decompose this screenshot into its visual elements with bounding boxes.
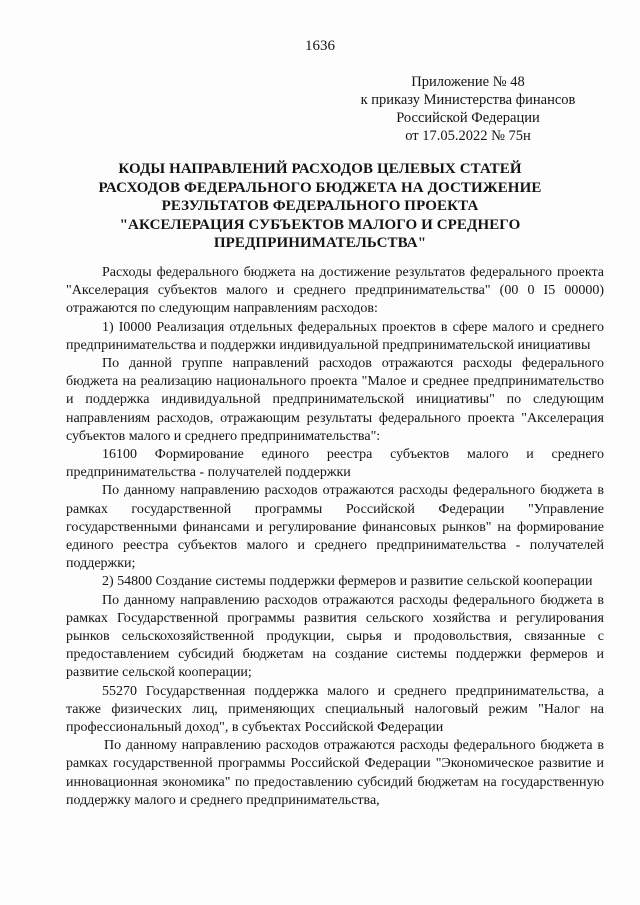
appendix-line: от 17.05.2022 № 75н [405, 128, 531, 144]
document-body [66, 264, 604, 810]
title-line: РАСХОДОВ ФЕДЕРАЛЬНОГО БЮДЖЕТА НА ДОСТИЖЕНИЕ [98, 179, 542, 196]
appendix-line: Приложение № 48 [411, 74, 525, 90]
title-line: "АКСЕЛЕРАЦИЯ СУБЪЕКТОВ МАЛОГО И СРЕДНЕГО [119, 216, 521, 233]
paragraph: По данному направлению расходов отражаются расходы федерального бюджета в рамках государственной программы Российской Федерации "Управление государственными финансами и регулирование финансовых рынков" на формирование единого реестра субъектов малого и среднего предпринимательства - получателей поддержки; [66, 483, 604, 572]
document-title [70, 160, 570, 253]
paragraph: Расходы федерального бюджета на достижение результатов федерального проекта "Акселерация субъектов малого и среднего предпринимательства" (00 0 I5 00000) отражаются по следующим направлениям расходов: [66, 265, 604, 317]
page-number: 1636 [305, 38, 335, 54]
title-line: ПРЕДПРИНИМАТЕЛЬСТВА" [213, 235, 427, 252]
paragraph: 2) 54800 Создание системы поддержки фермеров и развитие сельской кооперации [102, 574, 593, 590]
paragraph: По данной группе направлений расходов отражаются расходы федерального бюджета на реализацию национального проекта "Малое и среднее предпринимательство и поддержка индивидуальной предпринимательской инициативы" по следующим направлениям расходов, отражающим результаты федерального проекта "Акселерация субъектов малого и среднего предпринимательства": [66, 356, 604, 444]
appendix-line: Российской Федерации [396, 110, 540, 126]
paragraph: По данному направлению расходов отражаются расходы федерального бюджета в рамках Государственной программы развития сельского хозяйства и регулирования рынков сельскохозяйственной продукции, сырья и продовольствия, связанные с предоставлением субсидий бюджетам на создание системы поддержки фермеров и развитие сельской кооперации; [66, 592, 604, 681]
paragraph: 1) I0000 Реализация отдельных федеральных проектов в сфере малого и среднего предпринимательства и поддержки индивидуальной предпринимательской инициативы [66, 319, 604, 353]
title-line: КОДЫ НАПРАВЛЕНИЙ РАСХОДОВ ЦЕЛЕВЫХ СТАТЕЙ [118, 161, 522, 177]
paragraph: 55270 Государственная поддержка малого и среднего предпринимательства, а также физических лиц, применяющих специальный налоговый режим "Налог на профессиональный доход", в субъектах Российской Федерации [66, 683, 604, 736]
title-line: РЕЗУЛЬТАТОВ ФЕДЕРАЛЬНОГО ПРОЕКТА [161, 198, 479, 215]
paragraph: 16100 Формирование единого реестра субъектов малого и среднего предпринимательства - получателей поддержки [66, 447, 604, 481]
appendix-block [318, 73, 618, 145]
appendix-line: к приказу Министерства финансов [360, 92, 576, 108]
paragraph: По данному направлению расходов отражаются расходы федерального бюджета в рамках государственной программы Российской Федерации "Экономическое развитие и инновационная экономика" по предоставлению субсидий бюджетам на государственную поддержку малого и среднего предпринимательства, [66, 738, 604, 808]
